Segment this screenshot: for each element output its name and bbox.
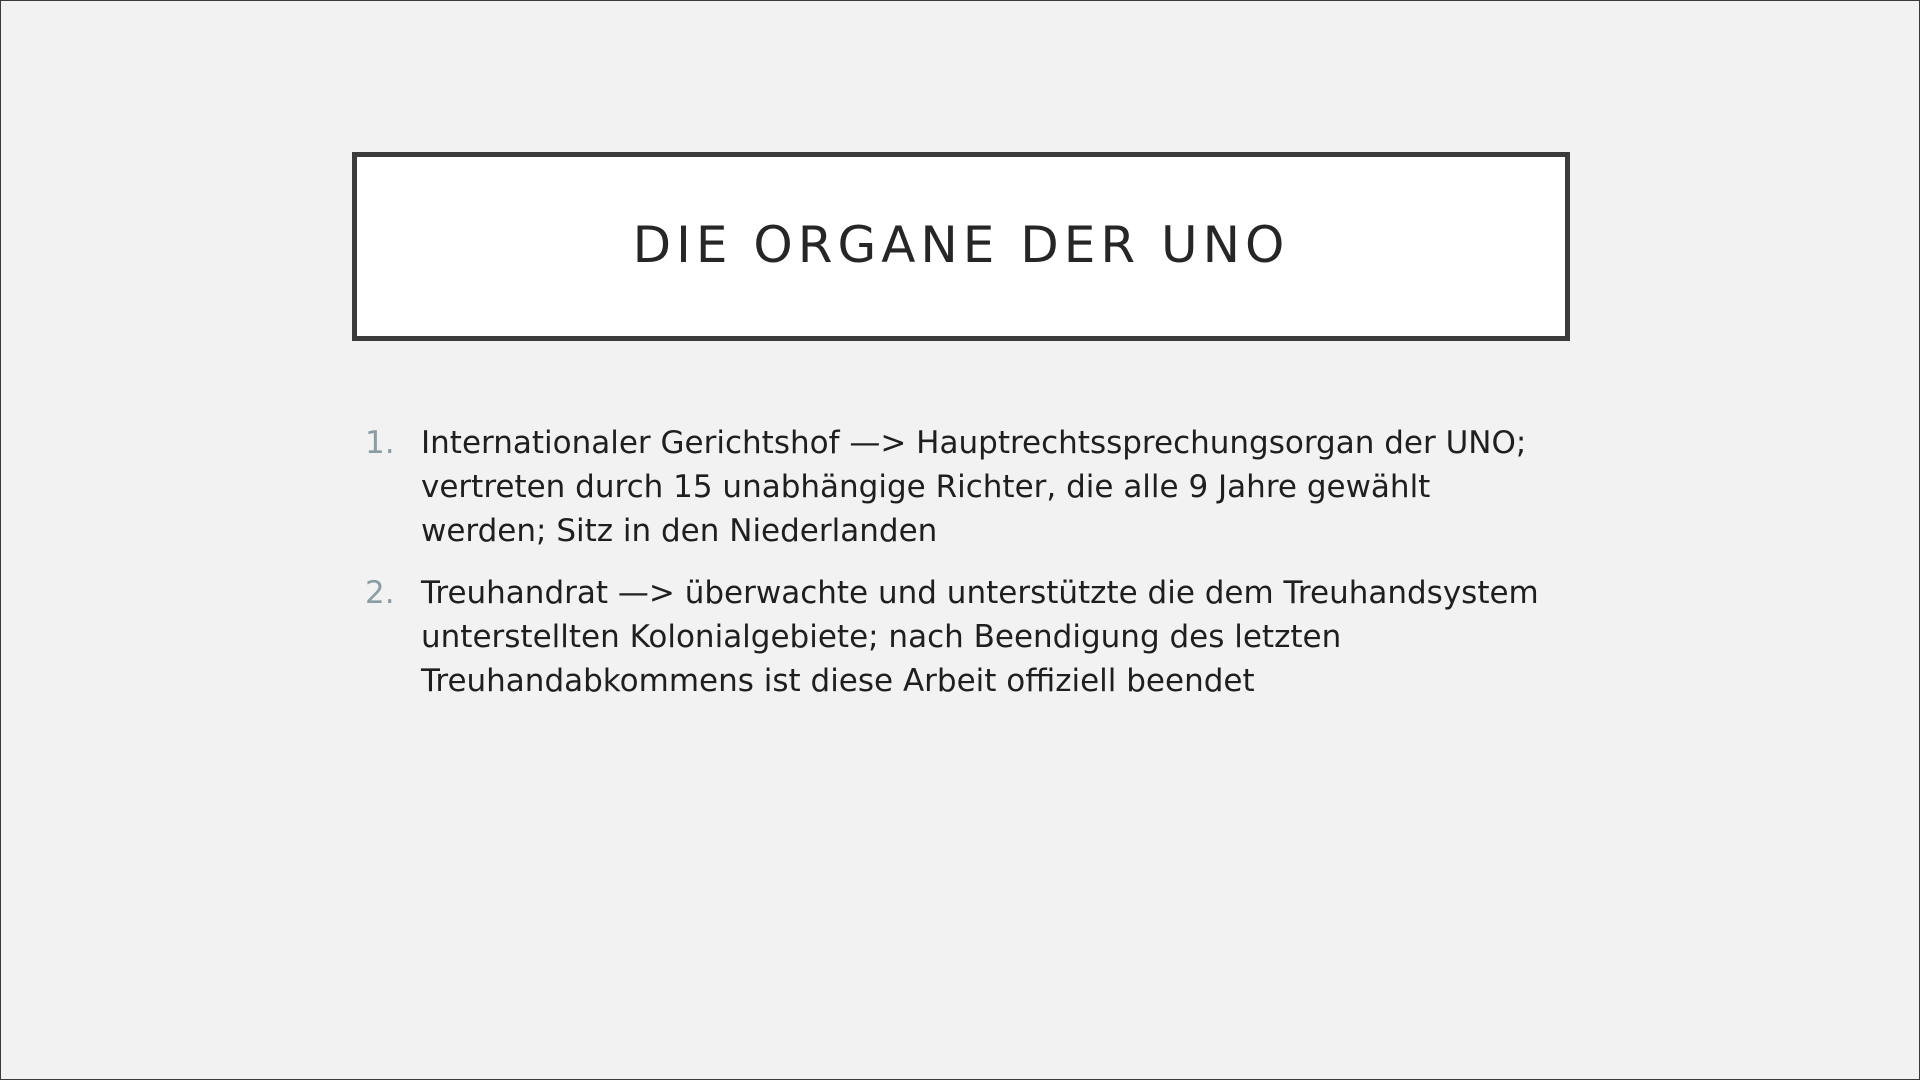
list-item-text: Treuhandrat —> überwachte und unterstützte die dem Treuhandsystem unterstellten Kolonialgebiete; nach Beendigung des letzten Treuhandabkommens ist diese Arbeit offiziell beendet [421, 575, 1539, 699]
list-item [365, 421, 1565, 553]
numbered-list [365, 421, 1565, 721]
title-box [352, 152, 1570, 341]
slide-title: DIE ORGANE DER UNO [632, 215, 1290, 274]
list-item [365, 571, 1565, 703]
list-item-number: 1. [365, 425, 395, 461]
list-item-number: 2. [365, 575, 395, 611]
list-item-text: Internationaler Gerichtshof —> Hauptrechtssprechungsorgan der UNO; vertreten durch 15 unabhängige Richter, die alle 9 Jahre gewählt werden; Sitz in den Niederlanden [421, 425, 1527, 549]
